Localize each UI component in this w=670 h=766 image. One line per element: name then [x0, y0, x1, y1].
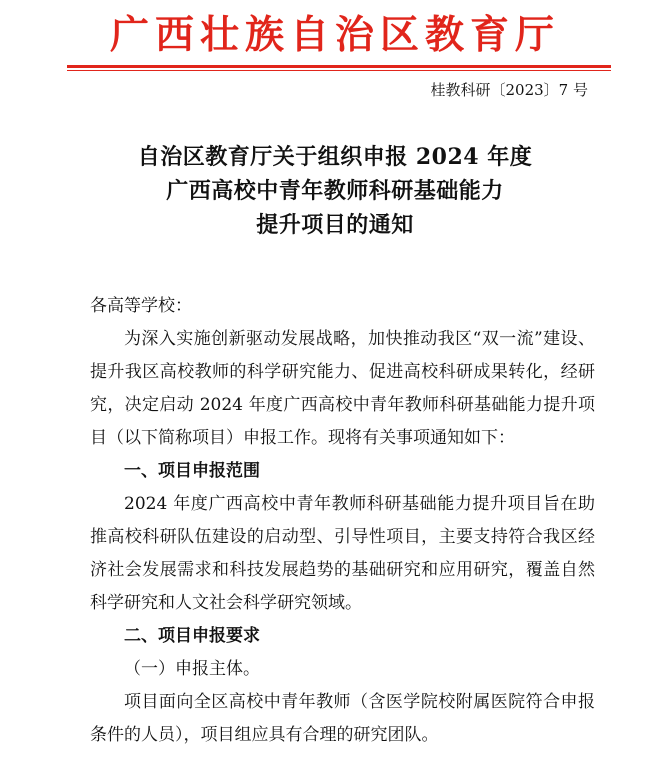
salutation: 各高等学校： — [90, 296, 192, 316]
title-line-1: 自治区教育厅关于组织申报 2024 年度 — [137, 144, 533, 170]
header-rule-thick — [67, 65, 611, 68]
document-body — [90, 290, 595, 752]
subsection-heading-applicant: （一）申报主体。 — [124, 659, 260, 679]
section-heading-requirements: 二、项目申报要求 — [124, 626, 260, 646]
document-number: 桂教科研〔2023〕7 号 — [430, 81, 588, 99]
paragraph-applicant: 项目面向全区高校中青年教师（含医学院校附属医院符合申报条件的人员），项目组应具有合理的研究团队。 — [90, 692, 595, 745]
section-heading-scope: 一、项目申报范围 — [124, 461, 260, 481]
paragraph-intro: 为深入实施创新驱动发展战略，加快推动我区“双一流”建设、提升我区高校教师的科学研究能力、促进高校科研成果转化，经研究，决定启动 2024 年度广西高校中青年教师科研基础能力提升项目（以下简称项目）申报工作。现将有关事项通知如下： — [90, 329, 595, 448]
header-rule-thin — [67, 70, 611, 71]
title-line-2: 广西高校中青年教师科研基础能力 — [166, 178, 504, 204]
title-line-3: 提升项目的通知 — [256, 212, 414, 238]
paragraph-scope: 2024 年度广西高校中青年教师科研基础能力提升项目旨在助推高校科研队伍建设的启动型、引导性项目，主要支持符合我区经济社会发展需求和科技发展趋势的基础研究和应用研究，覆盖自然科学研究和人文社会科学研究领域。 — [90, 494, 595, 613]
document-title — [0, 140, 670, 242]
agency-header: 广西壮族自治区教育厅 — [109, 12, 560, 58]
